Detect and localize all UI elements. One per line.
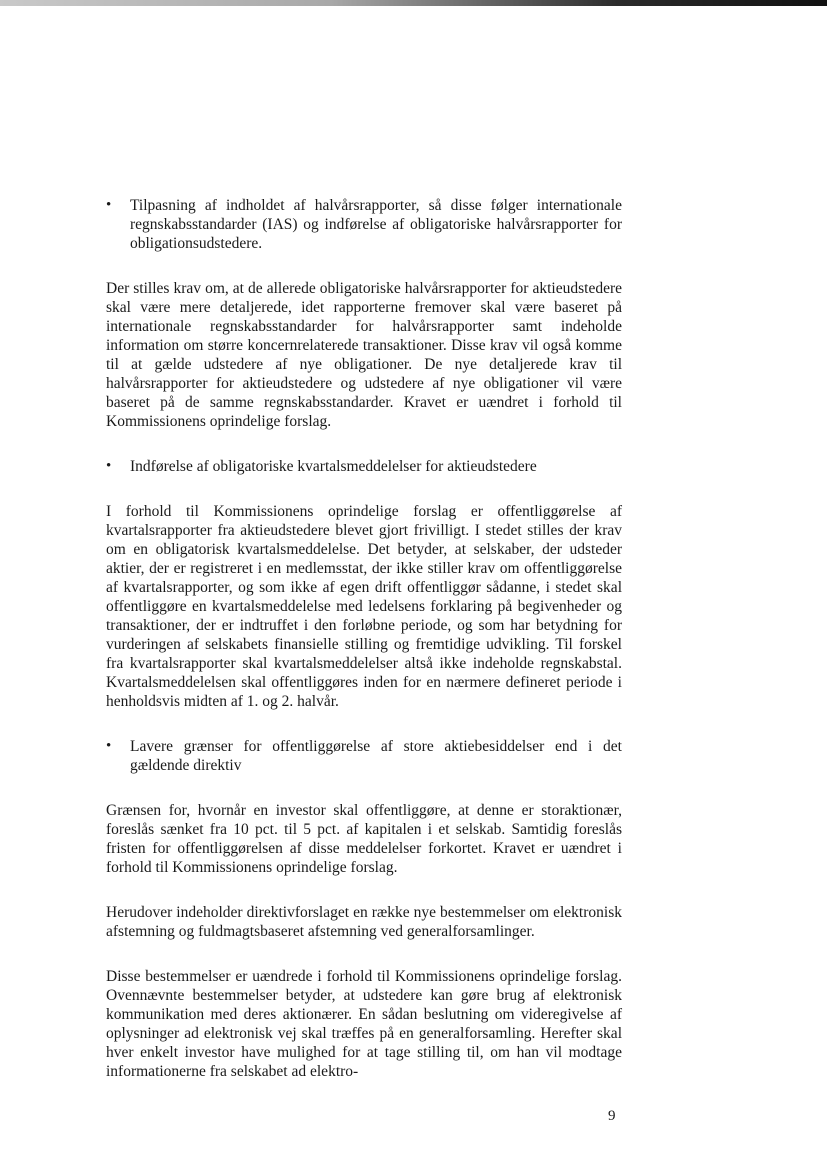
bullet-item-ias (106, 196, 622, 253)
paragraph-halvaarsrapporter: Der stilles krav om, at de allerede obligatoriske halvårsrapporter for aktieudstedere skal være mere detaljerede, idet rapporterne fremover skal være baseret på internationale regnskabsstandarder for halvårsrapporter samt indeholde information om større koncernrelaterede transaktioner. Disse krav vil også komme til at gælde udstedere af nye obligationer. De nye detaljerede krav til halvårsrapporter for aktieudstedere og udstedere af nye obligationer vil være baseret på de samme regnskabsstandarder. Kravet er uændret i forhold til Kommissionens oprindelige forslag. (106, 280, 622, 430)
bullet-text: Indførelse af obligatoriske kvartalsmeddelelser for aktieudstedere (130, 458, 537, 475)
bullet-item-kvartalsmeddelelser (106, 457, 622, 476)
paragraph-kvartalsrapporter: I forhold til Kommissionens oprindelige forslag er offentliggørelse af kvartalsrapporter fra aktieudstedere blevet gjort frivilligt. I stedet stilles der krav om en obligatorisk kvartalsmeddelelse. Det betyder, at selskaber, der udsteder aktier, der er registreret i en medlemsstat, der ikke stiller krav om offentliggørelse af kvartalsrapporter, og som ikke af egen drift offentliggør sådanne, i stedet skal offentliggøre en kvartalsmeddelelse med ledelsens forklaring på begivenheder og transaktioner, der er indtruffet i den forløbne periode, og som har betydning for vurderingen af selskabets finansielle stilling og fremtidige udvikling. Til forskel fra kvartalsrapporter skal kvartalsmeddelelser altså ikke indeholde regnskabstal. Kvartalsmeddelelsen skal offentliggøres inden for en nærmere defineret periode i henholdsvis midten af 1. og 2. halvår. (106, 503, 622, 710)
bullet-glyph: • (106, 458, 112, 474)
scan-top-edge (0, 0, 827, 6)
page-number: 9 (608, 1108, 616, 1124)
paragraph-elektronisk-kommunikation: Disse bestemmelser er uændrede i forhold til Kommissionens oprindelige forslag. Ovennævnte bestemmelser betyder, at udstedere kan gøre brug af elektronisk kommunikation med deres aktionærer. En sådan beslutning om videregivelse af oplysninger ad elektronisk vej skal træffes på en generalforsamling. Herefter skal hver enkelt investor have mulighed for at tage stilling til, om han vil modtage informationerne fra selskabet ad elektro- (106, 968, 622, 1080)
bullet-text: Lavere grænser for offentliggørelse af store aktiebesiddelser end i det gældende direktiv (130, 738, 622, 774)
bullet-glyph: • (106, 197, 112, 213)
document-page (106, 196, 622, 1107)
bullet-text: Tilpasning af indholdet af halvårsrapporter, så disse følger internationale regnskabsstandarder (IAS) og indførelse af obligatoriske halvårsrapporter for obligationsudstedere. (130, 197, 622, 252)
paragraph-storaktionaer: Grænsen for, hvornår en investor skal offentliggøre, at denne er storaktionær, foreslås sænket fra 10 pct. til 5 pct. af kapitalen i et selskab. Samtidig foreslås fristen for offentliggørelsen af disse meddelelser forkortet. Kravet er uændret i forhold til Kommissionens oprindelige forslag. (106, 802, 622, 876)
bullet-glyph: • (106, 738, 112, 754)
paragraph-elektronisk-afstemning: Herudover indeholder direktivforslaget en række nye bestemmelser om elektronisk afstemning og fuldmagtsbaseret afstemning ved generalforsamlinger. (106, 904, 622, 940)
bullet-item-aktiebesiddelser (106, 737, 622, 775)
